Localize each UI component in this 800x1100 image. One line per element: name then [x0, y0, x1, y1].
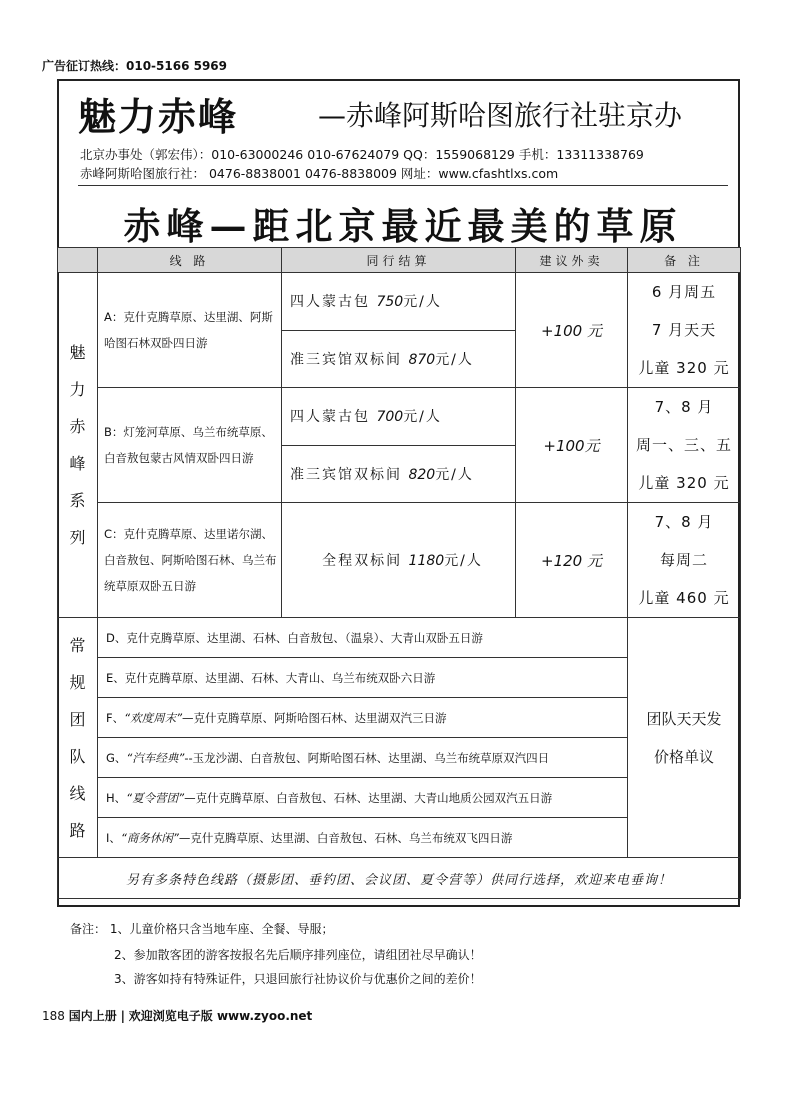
contact-beijing: 北京办事处（郭宏伟）：010-63000246 010-67624079 QQ：1559068129 手机：13311338769	[80, 147, 644, 162]
route-notes: 6 月周五 7 月天天 儿童 320 元	[628, 273, 741, 388]
table-row	[58, 618, 741, 658]
regular-route: I、“商务休闲”—克什克腾草原、达里湖、白音敖包、石林、乌兰布统双飞四日游	[98, 818, 628, 858]
remark-item: 1、儿童价格只含当地车座、全餐、导服；	[109, 922, 334, 936]
brand-subtitle: —赤峰阿斯哈图旅行社驻京办	[318, 99, 683, 132]
regular-route: F、“欢度周末”—克什克腾草原、阿斯哈图石林、达里湖双汽三日游	[98, 698, 628, 738]
page-section: 国内上册	[68, 1009, 117, 1023]
header-notes: 备 注	[628, 248, 741, 273]
retail-markup: +120 元	[516, 503, 628, 618]
contact-chifeng: 赤峰阿斯哈图旅行社： 0476-8838001 0476-8838009 网址：www.cfashtlxs.com	[80, 166, 559, 181]
table-row	[58, 858, 741, 899]
route-name: C：克什克腾草原、达里诺尔湖、白音敖包、阿斯哈图石林、乌兰布统草原双卧五日游	[98, 503, 282, 618]
divider	[78, 185, 728, 186]
regular-route: D、克什克腾草原、达里湖、石林、白音敖包、（温泉）、大青山双卧五日游	[98, 618, 628, 658]
ad-hotline: 广告征订热线：010-5166 5969	[42, 59, 228, 73]
headline: 赤峰—距北京最近最美的草原	[123, 204, 683, 248]
route-notes: 7、8 月 周一、三、五 儿童 320 元	[628, 388, 741, 503]
retail-markup: +100 元	[516, 273, 628, 388]
remarks	[70, 920, 333, 937]
regular-route: G、“汽车经典”--玉龙沙湖、白音敖包、阿斯哈图石林、达里湖、乌兰布统草原双汽四日	[98, 738, 628, 778]
header-route: 线 路	[98, 248, 282, 273]
price-cell: 四人蒙古包 750元/人	[282, 273, 516, 331]
price-cell: 全程双标间 1180元/人	[282, 503, 516, 618]
regular-route: E、克什克腾草原、达里湖、石林、大青山、乌兰布统双卧六日游	[98, 658, 628, 698]
price-cell: 准三宾馆双标间 870元/人	[282, 330, 516, 388]
header-retail: 建议外卖	[516, 248, 628, 273]
route-name: B：灯笼河草原、乌兰布统草原、白音敖包蒙古风情双卧四日游	[98, 388, 282, 503]
price-cell: 四人蒙古包 700元/人	[282, 388, 516, 446]
group-note: 团队天天发 价格单议	[628, 618, 741, 858]
remark-item: 3、游客如持有特殊证件，只退回旅行社协议价与优惠价之间的差价！	[114, 972, 482, 986]
route-notes: 7、8 月 每周二 儿童 460 元	[628, 503, 741, 618]
series-label-charm: 魅 力 赤 峰 系 列	[58, 273, 98, 618]
brand-title: 魅力赤峰	[78, 94, 239, 139]
retail-markup: +100元	[516, 388, 628, 503]
header-settlement: 同行结算	[282, 248, 516, 273]
regular-route: H、“夏令营团”—克什克腾草原、白音敖包、石林、达里湖、大青山地质公园双汽五日游	[98, 778, 628, 818]
page-footer: 188 国内上册 | 欢迎浏览电子版 www.zyoo.net	[42, 1009, 313, 1023]
route-name: A：克什克腾草原、达里湖、阿斯哈图石林双卧四日游	[98, 273, 282, 388]
route-table	[57, 247, 741, 899]
remarks-label: 备注：	[70, 922, 107, 936]
series-label-regular: 常 规 团 队 线 路	[58, 618, 98, 858]
table-row	[58, 273, 741, 331]
table-header-row	[58, 248, 741, 273]
page-tagline: 欢迎浏览电子版 www.zyoo.net	[128, 1009, 313, 1023]
price-cell: 准三宾馆双标间 820元/人	[282, 445, 516, 503]
table-row	[58, 388, 741, 446]
page-number: 188	[42, 1009, 65, 1023]
special-routes-note: 另有多条特色线路（摄影团、垂钓团、会议团、夏令营等）供同行选择，欢迎来电垂询！	[58, 858, 741, 899]
remark-item: 2、参加散客团的游客按报名先后顺序排列座位，请组团社尽早确认！	[114, 948, 482, 962]
